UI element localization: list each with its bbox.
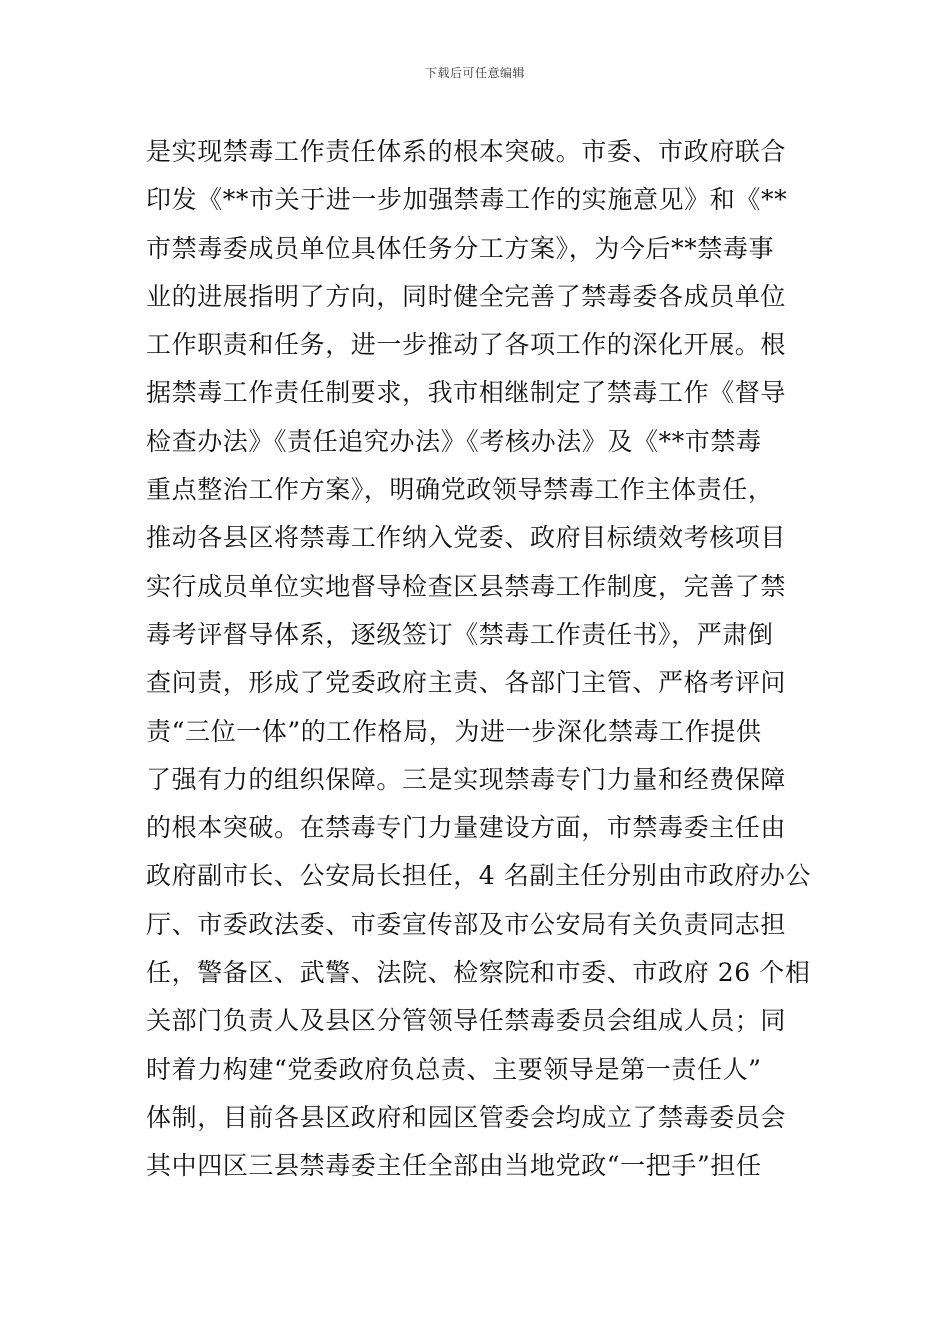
text-line: 查问责，形成了党委政府主责、各部门主管、严格考评问 [146,668,787,698]
text-line: 关部门负责人及县区分管领导任禁毒委员会组成人员；同 [146,1006,787,1036]
text-line: 业的进展指明了方向，同时健全完善了禁毒委各成员单位 [146,281,787,311]
text-line: 体制，目前各县区政府和园区管委会均成立了禁毒委员会 [146,1102,787,1132]
text-line: 毒考评督导体系，逐级签订《禁毒工作责任书》，严肃倒 [146,619,774,649]
text-line: 时着力构建“党委政府负总责、主要领导是第一责任人” [146,1054,762,1084]
text-line: 实行成员单位实地督导检查区县禁毒工作制度，完善了禁 [146,571,787,601]
text-line: 责“三位一体”的工作格局，为进一步深化禁毒工作提供 [146,716,762,746]
text-line: 据禁毒工作责任制要求，我市相继制定了禁毒工作《督导 [146,378,787,408]
body-paragraph [146,128,816,1191]
text-line: 厅、市委政法委、市委宣传部及市公安局有关负责同志担 [146,909,787,939]
text-line: 的根本突破。在禁毒专门力量建设方面，市禁毒委主任由 [146,813,787,843]
text-line: 重点整治工作方案》，明确党政领导禁毒工作主体责任， [146,475,774,505]
text-line: 政府副市长、公安局长担任，4 名副主任分别由市政府办公 [146,861,812,891]
text-line: 了强有力的组织保障。三是实现禁毒专门力量和经费保障 [146,764,787,794]
text-line: 市禁毒委成员单位具体任务分工方案》，为今后**禁毒事 [146,233,775,263]
text-line: 工作职责和任务，进一步推动了各项工作的深化开展。根 [146,330,787,360]
page-header: 下载后可任意编辑 [424,66,525,80]
text-line: 检查办法》《责任追究办法》《考核办法》及《**市禁毒 [146,426,762,456]
text-line: 推动各县区将禁毒工作纳入党委、政府目标绩效考核项目 [146,523,787,553]
text-line: 任，警备区、武警、法院、检察院和市委、市政府 26 个相 [146,958,811,988]
text-line: 是实现禁毒工作责任体系的根本突破。市委、市政府联合 [146,137,787,166]
text-line: 印发《**市关于进一步加强禁毒工作的实施意见》和《** [146,185,788,215]
text-line: 其中四区三县禁毒委主任全部由当地党政“一把手”担任 [146,1151,762,1181]
